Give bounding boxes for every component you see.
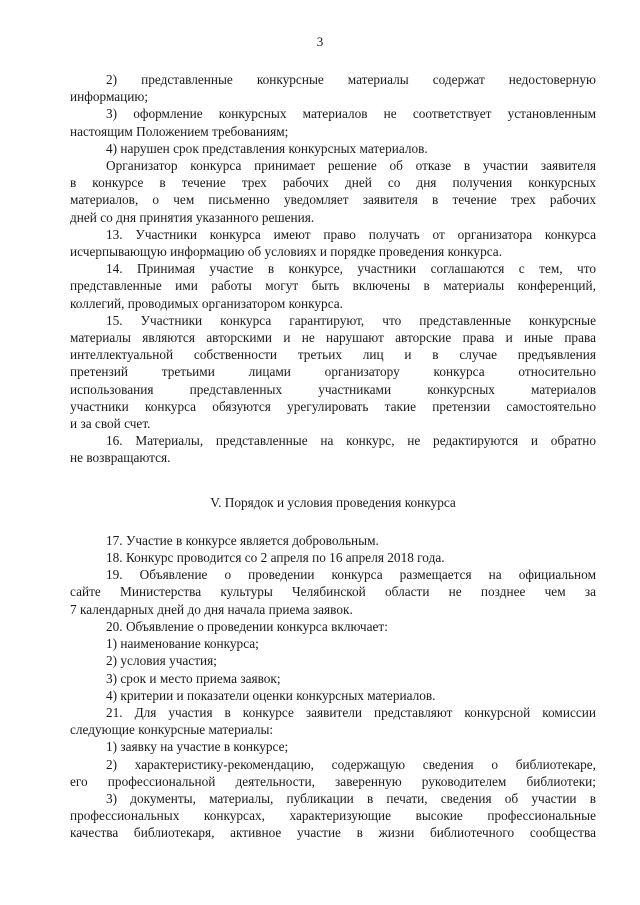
text-line: 1) наименование конкурса;	[106, 636, 259, 652]
text-line: 7 календарных дней до дня начала приема заявок.	[70, 601, 353, 617]
text-line: представленные ими работы могут быть включены в материалы конференций,	[70, 278, 596, 294]
text-line: участники конкурса обязуются урегулировать такие претензии самостоятельно	[70, 398, 596, 414]
text-line: интеллектуальной собственности третьих лиц и в случае предъявления	[70, 347, 596, 363]
text-line: профессиональных конкурсах, характеризующие высокие профессиональные	[70, 808, 596, 824]
text-line: информацию;	[70, 89, 149, 105]
text-line: материалов, о чем письменно уведомляет заявителя в течение трех рабочих	[70, 192, 596, 208]
text-line: не возвращаются.	[70, 450, 171, 466]
page-number: 3	[316, 34, 324, 49]
text-line: 4) критерии и показатели оценки конкурсных материалов.	[106, 687, 436, 703]
text-line: 15. Участники конкурса гарантируют, что представленные конкурсные	[106, 312, 596, 328]
text-line: 21. Для участия в конкурсе заявители представляют конкурсной комиссии	[106, 704, 596, 720]
paragraphs-section-v	[70, 532, 596, 842]
text-line: и за свой счет.	[70, 416, 151, 432]
text-line: настоящим Положением требованиям;	[70, 123, 289, 139]
text-line: материалы являются авторскими и не нарушают авторские права и иные права	[70, 330, 596, 346]
text-line: в конкурсе в течение трех рабочих дней со дня получения конкурсных	[70, 175, 596, 191]
text-line: 13. Участники конкурса имеют право получать от организатора конкурса	[106, 226, 596, 242]
text-line: коллегий, проводимых организатором конкурса.	[70, 295, 344, 311]
text-line: 3) срок и место приема заявок;	[106, 670, 281, 686]
text-line: 19. Объявление о проведении конкурса размещается на официальном	[106, 567, 596, 583]
text-line: 20. Объявление о проведении конкурса включает:	[106, 618, 388, 634]
text-line: 16. Материалы, представленные на конкурс, не редактируются и обратно	[106, 433, 596, 449]
text-line: 2) условия участия;	[106, 653, 217, 669]
text-line: дней со дня принятия указанного решения.	[70, 209, 315, 225]
text-line: Организатор конкурса принимает решение об отказе в участии заявителя	[106, 158, 596, 174]
text-line: 18. Конкурс проводится со 2 апреля по 16 апреля 2018 года.	[106, 550, 445, 566]
text-line: его профессиональной деятельности, заверенную руководителем библиотеки;	[70, 773, 596, 789]
section-heading: V. Порядок и условия проведения конкурса	[210, 494, 456, 510]
text-line: 3) оформление конкурсных материалов не соответствует установленным	[106, 106, 596, 122]
text-line: 2) характеристику-рекомендацию, содержащую сведения о библиотекаре,	[106, 756, 596, 772]
text-line: использования представленных участниками конкурсных материалов	[70, 381, 596, 397]
document-body	[70, 71, 596, 842]
text-line: 14. Принимая участие в конкурсе, участники соглашаются с тем, что	[106, 261, 596, 277]
text-line: исчерпывающую информацию об условиях и порядке проведения конкурса.	[70, 244, 503, 260]
text-line: 4) нарушен срок представления конкурсных материалов.	[106, 140, 428, 156]
text-line: следующие конкурсные материалы:	[70, 722, 274, 738]
text-line: претензий третьими лицами организатору конкурса относительно	[70, 364, 596, 380]
text-line: 1) заявку на участие в конкурсе;	[106, 739, 289, 755]
text-line: сайте Министерства культуры Челябинской области не позднее чем за	[70, 584, 596, 600]
text-line: 17. Участие в конкурсе является добровольным.	[106, 532, 379, 548]
text-line: 3) документы, материалы, публикации в печати, сведения об участии в	[106, 790, 596, 806]
paragraphs-before-section	[70, 71, 596, 467]
text-line: качества библиотекаря, активное участие в жизни библиотечного сообщества	[70, 825, 596, 841]
text-line: 2) представленные конкурсные материалы содержат недостоверную	[106, 72, 596, 87]
